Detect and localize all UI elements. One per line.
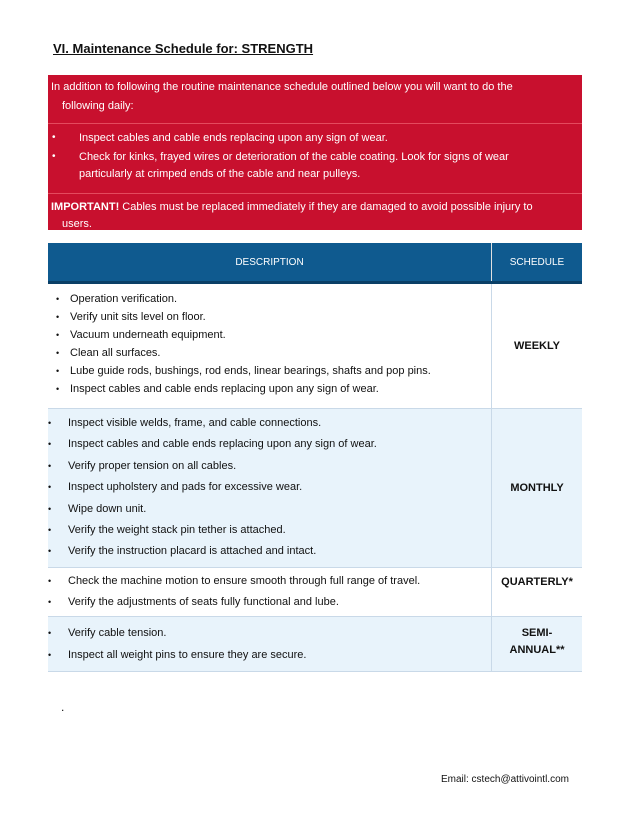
schedule-quarterly: QUARTERLY* — [492, 567, 583, 616]
column-header-description: DESCRIPTION — [48, 243, 492, 283]
list-item — [48, 362, 491, 380]
item-text: Lube guide rods, bushings, rod ends, linear bearings, shafts and pop pins. — [70, 365, 431, 377]
list-item — [48, 434, 491, 455]
list-item — [48, 344, 491, 362]
table-row-weekly — [48, 283, 582, 409]
notice-bullet-2-line1: Check for kinks, frayed wires or deterioration of the cable coating. Look for signs of wear — [79, 151, 509, 163]
item-text: Verify the instruction placard is attached and intact. — [68, 545, 317, 558]
bullet-icon: • — [48, 524, 52, 535]
notice-important-line2: users. — [62, 218, 92, 230]
bullet-icon: • — [48, 439, 52, 450]
schedule-semi-annual-label: SEMI-ANNUAL** — [509, 626, 565, 656]
bullet-icon: • — [56, 312, 60, 322]
list-item — [48, 380, 491, 398]
list-item — [48, 308, 491, 326]
item-text: Inspect cables and cable ends replacing upon any sign of wear. — [68, 438, 377, 451]
maintenance-schedule-table — [48, 243, 582, 672]
table-row-semi-annual — [48, 616, 582, 671]
description-cell — [48, 409, 492, 568]
daily-notice-box — [48, 75, 582, 230]
bullet-icon: • — [48, 627, 52, 638]
important-text: Cables must be replaced immediately if they are damaged to avoid possible injury to — [119, 201, 533, 213]
list-item — [48, 592, 491, 613]
description-cell — [48, 567, 492, 616]
notice-intro-line1: In addition to following the routine maintenance schedule outlined below you will want to do the — [51, 81, 513, 93]
item-text: Inspect visible welds, frame, and cable connections. — [68, 417, 322, 429]
list-item — [48, 571, 491, 592]
item-text: Verify the weight stack pin tether is attached. — [68, 523, 286, 536]
notice-divider — [48, 123, 582, 124]
bullet-icon: • — [56, 294, 60, 304]
item-text: Inspect cables and cable ends replacing upon any sign of wear. — [70, 383, 379, 395]
notice-bullet-2-line2: particularly at crimped ends of the cable and near pulleys. — [79, 168, 361, 180]
item-text: Inspect all weight pins to ensure they are secure. — [68, 648, 307, 661]
item-text: Inspect upholstery and pads for excessive wear. — [68, 481, 303, 494]
schedule-monthly: MONTHLY — [492, 409, 583, 568]
list-item — [48, 477, 491, 498]
bullet-icon: • — [48, 546, 52, 557]
notice-important-line1 — [51, 202, 533, 213]
bullet-icon: • — [52, 132, 56, 143]
bullet-icon: • — [56, 384, 60, 394]
table-row-monthly — [48, 409, 582, 568]
list-item — [48, 644, 491, 666]
bullet-icon: • — [48, 418, 52, 428]
stray-mark: . — [61, 700, 65, 714]
item-text: Verify cable tension. — [68, 626, 167, 639]
table-row-quarterly — [48, 567, 582, 616]
list-item — [48, 520, 491, 541]
description-cell — [48, 283, 492, 409]
bullet-icon: • — [56, 348, 60, 358]
item-text: Verify the adjustments of seats fully functional and lube. — [68, 595, 339, 608]
table-header-row — [48, 243, 582, 283]
bullet-icon: • — [52, 151, 56, 162]
list-item — [48, 456, 491, 477]
item-text: Vacuum underneath equipment. — [70, 329, 226, 341]
description-cell — [48, 616, 492, 671]
schedule-semi-annual — [492, 616, 583, 671]
item-text: Wipe down unit. — [68, 502, 147, 515]
footer-email: Email: cstech@attivointl.com — [441, 774, 569, 785]
bullet-icon: • — [56, 330, 60, 340]
bullet-icon: • — [48, 575, 52, 586]
column-header-schedule: SCHEDULE — [492, 243, 583, 283]
notice-bullet-1: Inspect cables and cable ends replacing upon any sign of wear. — [79, 132, 388, 144]
item-text: Verify proper tension on all cables. — [68, 459, 237, 472]
page-heading: VI. Maintenance Schedule for: STRENGTH — [53, 41, 314, 56]
bullet-icon: • — [56, 366, 60, 376]
list-item — [48, 499, 491, 520]
item-text: Operation verification. — [70, 293, 177, 305]
bullet-icon: • — [48, 460, 52, 471]
notice-divider — [48, 193, 582, 194]
list-item — [48, 326, 491, 344]
bullet-icon: • — [48, 649, 52, 660]
item-text: Verify unit sits level on floor. — [70, 311, 206, 323]
important-label: IMPORTANT! — [51, 201, 120, 213]
list-item — [48, 290, 491, 308]
bullet-icon: • — [48, 503, 52, 514]
bullet-icon: • — [48, 482, 52, 493]
item-text: Check the machine motion to ensure smooth through full range of travel. — [68, 574, 421, 587]
list-item — [48, 622, 491, 644]
list-item — [48, 541, 491, 562]
schedule-weekly: WEEKLY — [492, 283, 583, 409]
list-item — [48, 413, 491, 434]
bullet-icon: • — [48, 596, 52, 607]
notice-intro-line2: following daily: — [62, 100, 134, 112]
item-text: Clean all surfaces. — [70, 347, 161, 359]
